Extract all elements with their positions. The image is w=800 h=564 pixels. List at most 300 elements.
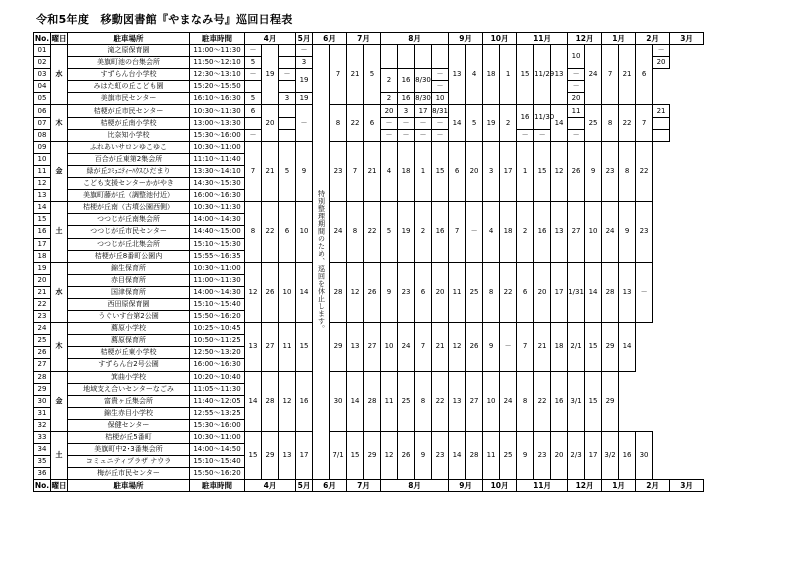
schedule-cell: 3	[483, 141, 500, 201]
schedule-cell: 29	[330, 323, 347, 371]
header-month: 12月	[568, 33, 602, 45]
header-month: 3月	[670, 33, 704, 45]
schedule-cell: 28	[330, 262, 347, 322]
weekday-cell: 水	[51, 45, 68, 105]
schedule-cell: 24	[585, 45, 602, 105]
schedule-cell: 8/30	[415, 93, 432, 105]
schedule-cell: 16	[296, 371, 313, 431]
schedule-cell: 3	[279, 93, 296, 105]
parking-time: 10:30～11:00	[190, 432, 245, 444]
row-no: 03	[34, 69, 51, 81]
header-month: 8月	[381, 480, 449, 492]
schedule-cell: 29	[602, 323, 619, 371]
parking-time: 14:40～15:00	[190, 226, 245, 238]
schedule-cell: 12	[245, 262, 262, 322]
schedule-cell: 7	[347, 141, 364, 201]
header-day: 曜日	[51, 481, 67, 491]
dash-cell: －	[279, 69, 296, 81]
schedule-cell: －	[636, 262, 653, 322]
schedule-cell: 23	[398, 262, 415, 322]
place-name: つつじが丘市民センター	[68, 226, 190, 238]
place-name: 赤目保育所	[68, 274, 190, 286]
parking-time: 10:30～11:30	[190, 105, 245, 117]
schedule-cell	[279, 117, 296, 129]
schedule-cell: 11/29	[534, 45, 551, 105]
place-name: 桔梗が丘市民センター	[68, 105, 190, 117]
schedule-cell: 7	[449, 202, 466, 262]
place-name: 箕曲小学校	[68, 371, 190, 383]
parking-time: 11:05～11:30	[190, 383, 245, 395]
row-no: 35	[34, 456, 51, 468]
weekday-cell: 金	[51, 371, 68, 431]
schedule-cell: 23	[330, 141, 347, 201]
schedule-cell: －	[653, 45, 670, 57]
schedule-cell: 12	[279, 371, 296, 431]
row-no: 06	[34, 105, 51, 117]
schedule-cell	[568, 117, 585, 129]
dash-cell: －	[398, 117, 415, 129]
schedule-cell: 22	[636, 141, 653, 201]
row-no: 11	[34, 165, 51, 177]
row-no: 31	[34, 407, 51, 419]
table-row	[34, 45, 721, 57]
schedule-cell: 6	[517, 262, 534, 322]
schedule-cell: 1	[415, 141, 432, 201]
schedule-cell: 17	[415, 105, 432, 117]
place-name: 美旗町藤が丘（調整池付近）	[68, 190, 190, 202]
schedule-cell: 7	[636, 105, 653, 141]
schedule-cell: 6	[415, 262, 432, 322]
schedule-cell: 16	[534, 202, 551, 262]
schedule-cell: 26	[568, 141, 585, 201]
row-no: 01	[34, 45, 51, 57]
row-no: 36	[34, 468, 51, 480]
schedule-cell: 15	[585, 323, 602, 371]
schedule-cell: 14	[347, 371, 364, 431]
header-day: 曜日	[51, 33, 67, 43]
schedule-cell: 17	[551, 262, 568, 322]
schedule-cell: 15	[432, 141, 449, 201]
row-no: 09	[34, 141, 51, 153]
schedule-cell: 7	[602, 45, 619, 105]
schedule-cell: 16	[398, 69, 415, 93]
schedule-cell: 26	[466, 323, 483, 371]
schedule-cell: 18	[483, 45, 500, 105]
schedule-cell: 17	[296, 432, 313, 480]
header-month: 9月	[449, 33, 483, 45]
place-name: みはた虹の丘こども園	[68, 81, 190, 93]
schedule-cell: 23	[602, 141, 619, 201]
row-no: 15	[34, 214, 51, 226]
row-no: 04	[34, 81, 51, 93]
schedule-cell: 13	[449, 45, 466, 105]
schedule-cell: 13	[347, 323, 364, 371]
place-name: 西田原保育園	[68, 298, 190, 310]
schedule-cell: 1/31	[568, 262, 585, 322]
place-name: 桔梗が丘南（古墳公園西側）	[68, 202, 190, 214]
schedule-cell: 5	[381, 202, 398, 262]
schedule-cell: 11	[381, 371, 398, 431]
dash-cell: －	[432, 129, 449, 141]
parking-time: 11:50～12:10	[190, 57, 245, 69]
schedule-cell: 30	[636, 432, 653, 480]
schedule-cell: 19	[483, 105, 500, 141]
row-no: 20	[34, 274, 51, 286]
parking-time: 10:30～11:00	[190, 262, 245, 274]
parking-time: 11:40～12:05	[190, 395, 245, 407]
schedule-cell	[279, 81, 296, 93]
header-month: 2月	[636, 33, 670, 45]
dash-cell: －	[381, 129, 398, 141]
place-name: 美旗市民センター	[68, 93, 190, 105]
place-name: つつじが丘北集会所	[68, 238, 190, 250]
schedule-cell: 7	[415, 323, 432, 371]
parking-time: 11:00～11:30	[190, 274, 245, 286]
schedule-cell: 10	[279, 262, 296, 322]
schedule-cell: 2/1	[568, 323, 585, 371]
place-name: ふれあいサロンゆこゆこ	[68, 141, 190, 153]
schedule-cell: 25	[398, 371, 415, 431]
schedule-cell	[245, 81, 262, 93]
parking-time: 16:00～16:30	[190, 359, 245, 371]
parking-time: 15:30～16:00	[190, 129, 245, 141]
schedule-cell: 2	[415, 202, 432, 262]
schedule-cell: －	[466, 202, 483, 262]
place-name: 錦生赤目小学校	[68, 407, 190, 419]
header-month: 3月	[670, 480, 704, 492]
schedule-cell: 5	[279, 141, 296, 201]
schedule-cell: 27	[364, 323, 381, 371]
schedule-cell: 5	[245, 93, 262, 105]
parking-time: 12:50～13:20	[190, 347, 245, 359]
header-place: 駐車場所	[68, 480, 190, 492]
schedule-cell	[245, 117, 262, 129]
schedule-cell: 5	[364, 45, 381, 105]
schedule-cell: 20	[466, 141, 483, 201]
schedule-cell: 7	[245, 141, 262, 201]
schedule-cell	[279, 57, 296, 69]
parking-time: 10:20～10:40	[190, 371, 245, 383]
schedule-cell: 18	[551, 323, 568, 371]
row-no: 33	[34, 432, 51, 444]
schedule-cell: 9	[483, 323, 500, 371]
dash-cell: －	[398, 129, 415, 141]
table-row	[34, 202, 721, 214]
parking-time: 13:00～13:30	[190, 117, 245, 129]
place-name: 緑が丘ｺﾐｭﾆﾃｨｰﾊｳｽひだまり	[68, 165, 190, 177]
schedule-cell: 24	[602, 202, 619, 262]
parking-time: 15:10～15:30	[190, 238, 245, 250]
schedule-cell: 22	[262, 202, 279, 262]
parking-time: 12:55～13:25	[190, 407, 245, 419]
schedule-cell: 25	[500, 432, 517, 480]
row-no: 25	[34, 335, 51, 347]
place-name: 美旗町中2･3番集会所	[68, 444, 190, 456]
schedule-cell: 4	[381, 141, 398, 201]
header-month: 11月	[517, 33, 568, 45]
schedule-cell: 16	[517, 105, 534, 129]
table-row	[34, 323, 721, 335]
dash-cell: －	[415, 117, 432, 129]
schedule-cell: 16	[432, 202, 449, 262]
schedule-cell: 21	[347, 45, 364, 105]
row-no: 13	[34, 190, 51, 202]
place-name: 桔梗が丘南小学校	[68, 117, 190, 129]
schedule-cell: 21	[364, 141, 381, 201]
schedule-cell: 10	[296, 202, 313, 262]
schedule-cell	[279, 45, 296, 57]
place-name: 薦原保育所	[68, 335, 190, 347]
header-month: 12月	[568, 480, 602, 492]
schedule-cell: 20	[534, 262, 551, 322]
schedule-cell: 9	[517, 432, 534, 480]
schedule-cell: 12	[381, 432, 398, 480]
place-name: つつじが丘南集会所	[68, 214, 190, 226]
schedule-cell: 11	[483, 432, 500, 480]
schedule-cell: 12	[347, 262, 364, 322]
schedule-cell: 13	[551, 45, 568, 105]
schedule-cell: 2	[381, 93, 398, 105]
dash-cell: －	[517, 129, 534, 141]
row-no: 27	[34, 359, 51, 371]
schedule-cell: 8	[347, 202, 364, 262]
schedule-cell: 6	[636, 45, 653, 105]
schedule-cell: 14	[449, 432, 466, 480]
place-name: コミュニティプラザ ナウラ	[68, 456, 190, 468]
schedule-cell: 8	[415, 371, 432, 431]
schedule-cell: 23	[432, 432, 449, 480]
schedule-cell: 21	[262, 141, 279, 201]
header-month: 1月	[602, 480, 636, 492]
schedule-cell: 6	[279, 202, 296, 262]
schedule-cell: 4	[483, 202, 500, 262]
parking-time: 11:00～11:30	[190, 45, 245, 57]
dash-cell: －	[296, 45, 313, 57]
schedule-cell: 13	[449, 371, 466, 431]
schedule-cell: 14	[619, 323, 636, 371]
place-name: 比奈知小学校	[68, 129, 190, 141]
schedule-cell: 3	[296, 57, 313, 69]
table-row	[34, 105, 721, 117]
place-name: 美旗町池の台集会所	[68, 57, 190, 69]
schedule-cell: 14	[551, 105, 568, 141]
parking-time: 10:25～10:45	[190, 323, 245, 335]
place-name: 桔梗が丘5番町	[68, 432, 190, 444]
schedule-cell: 24	[398, 323, 415, 371]
parking-time: 15:50～16:20	[190, 468, 245, 480]
parking-time: 10:30～11:00	[190, 141, 245, 153]
schedule-cell: 20	[653, 57, 670, 69]
schedule-cell: 20	[551, 432, 568, 480]
row-no: 23	[34, 311, 51, 323]
schedule-cell	[653, 129, 670, 141]
parking-time: 12:30～13:10	[190, 69, 245, 81]
schedule-cell	[279, 129, 296, 141]
place-name: 梅が丘市民センター	[68, 468, 190, 480]
row-no: 07	[34, 117, 51, 129]
header-month: 4月	[245, 480, 296, 492]
parking-time: 15:10～15:40	[190, 298, 245, 310]
schedule-cell: 22	[347, 105, 364, 141]
schedule-cell: 27	[466, 371, 483, 431]
schedule-cell: 26	[262, 262, 279, 322]
dash-cell: －	[568, 129, 585, 141]
header-no: No.	[34, 481, 50, 491]
parking-time: 14:30～15:30	[190, 178, 245, 190]
parking-time: 14:00～14:50	[190, 444, 245, 456]
parking-time: 10:30～11:30	[190, 202, 245, 214]
schedule-cell: 10	[483, 371, 500, 431]
dash-cell: －	[568, 81, 585, 93]
schedule-cell: 10	[568, 45, 585, 69]
schedule-cell: 8/30	[415, 69, 432, 93]
parking-time: 15:55～16:35	[190, 250, 245, 262]
schedule-cell: 16	[551, 371, 568, 431]
schedule-cell: 6	[364, 105, 381, 141]
schedule-cell: 14	[585, 262, 602, 322]
schedule-cell: 21	[653, 105, 670, 117]
schedule-cell: 11	[449, 262, 466, 322]
schedule-cell: 2	[381, 69, 398, 93]
schedule-cell: 22	[500, 262, 517, 322]
schedule-cell: 3	[398, 105, 415, 117]
row-no: 10	[34, 153, 51, 165]
schedule-cell: 5	[466, 105, 483, 141]
header-month: 9月	[449, 480, 483, 492]
schedule-cell: 9	[381, 262, 398, 322]
schedule-cell: 1	[517, 141, 534, 201]
schedule-cell: 20	[381, 105, 398, 117]
schedule-cell: －	[500, 323, 517, 371]
header-month: 2月	[636, 480, 670, 492]
schedule-cell: 24	[330, 202, 347, 262]
parking-time: 15:30～16:00	[190, 419, 245, 431]
schedule-cell: 17	[585, 432, 602, 480]
schedule-cell: 2	[500, 105, 517, 141]
schedule-cell: 25	[466, 262, 483, 322]
place-name: 国津保育所	[68, 286, 190, 298]
place-name: 保健センター	[68, 419, 190, 431]
header-month: 6月	[313, 480, 347, 492]
schedule-cell: 28	[466, 432, 483, 480]
header-time: 駐車時間	[190, 480, 245, 492]
schedule-cell: 7/1	[330, 432, 347, 480]
header-row-bottom	[34, 480, 721, 492]
table-row	[34, 432, 721, 444]
schedule-cell: 7	[517, 323, 534, 371]
dash-cell: －	[432, 81, 449, 93]
place-name: すずらん台小学校	[68, 69, 190, 81]
parking-time: 15:50～16:20	[190, 311, 245, 323]
schedule-cell: 22	[619, 105, 636, 141]
schedule-cell: 3/2	[602, 432, 619, 480]
schedule-cell: 15	[585, 371, 602, 431]
schedule-cell: 4	[466, 45, 483, 105]
place-name: 薦原小学校	[68, 323, 190, 335]
schedule-cell: 19	[296, 93, 313, 105]
schedule-cell: 14	[245, 371, 262, 431]
schedule-cell: 29	[602, 371, 619, 431]
weekday-cell: 土	[51, 202, 68, 262]
schedule-cell: 2	[517, 202, 534, 262]
schedule-cell: 8	[483, 262, 500, 322]
schedule-cell: 19	[296, 69, 313, 93]
schedule-cell: 9	[585, 141, 602, 201]
schedule-cell: 27	[262, 323, 279, 371]
schedule-cell: 22	[432, 371, 449, 431]
header-place: 駐車場所	[68, 33, 190, 45]
schedule-cell: 1	[500, 45, 517, 105]
schedule-cell: 24	[500, 371, 517, 431]
dash-cell: －	[415, 129, 432, 141]
schedule-cell: 2/3	[568, 432, 585, 480]
row-no: 28	[34, 371, 51, 383]
schedule-cell: 14	[449, 105, 466, 141]
schedule-cell: 26	[398, 432, 415, 480]
schedule-cell: 10	[381, 323, 398, 371]
place-name: すずらん台2号公園	[68, 359, 190, 371]
header-time: 駐車時間	[190, 33, 245, 45]
schedule-cell: 20	[262, 105, 279, 141]
schedule-cell: 13	[279, 432, 296, 480]
row-no: 12	[34, 178, 51, 190]
weekday-cell: 水	[51, 262, 68, 322]
schedule-cell: 8/31	[432, 105, 449, 117]
dash-cell: －	[432, 117, 449, 129]
header-month: 4月	[245, 33, 296, 45]
schedule-cell: 26	[364, 262, 381, 322]
row-no: 19	[34, 262, 51, 274]
schedule-cell: 15	[534, 141, 551, 201]
schedule-cell: 8	[330, 105, 347, 141]
place-name: 桔梗が丘8番町公園内	[68, 250, 190, 262]
schedule-cell: 19	[398, 202, 415, 262]
header-month: 10月	[483, 480, 517, 492]
place-name: 百合が丘東第2集会所	[68, 153, 190, 165]
schedule-cell: 10	[585, 202, 602, 262]
schedule-cell: 14	[296, 262, 313, 322]
schedule-cell: 15	[296, 323, 313, 371]
header-month: 5月	[296, 480, 313, 492]
schedule-cell	[432, 45, 449, 69]
schedule-cell: 18	[500, 202, 517, 262]
header-month: 8月	[381, 33, 449, 45]
schedule-cell: 15	[517, 45, 534, 105]
row-no: 14	[34, 202, 51, 214]
header-month: 6月	[313, 33, 347, 45]
header-row-top	[34, 33, 721, 45]
header-month: 1月	[602, 33, 636, 45]
schedule-cell: 22	[364, 202, 381, 262]
schedule-cell: 16	[398, 93, 415, 105]
parking-time: 15:20～15:50	[190, 81, 245, 93]
weekday-cell: 木	[51, 323, 68, 371]
schedule-cell	[653, 117, 670, 129]
schedule-cell: 3/1	[568, 371, 585, 431]
row-no: 18	[34, 250, 51, 262]
schedule-cell: 8	[619, 141, 636, 201]
dash-cell: －	[534, 129, 551, 141]
row-no: 02	[34, 57, 51, 69]
schedule-cell	[415, 45, 432, 69]
parking-time: 11:10～11:40	[190, 153, 245, 165]
schedule-cell	[279, 105, 296, 117]
schedule-cell: 9	[296, 141, 313, 201]
place-name: 滝之原保育園	[68, 45, 190, 57]
header-month: 7月	[347, 33, 381, 45]
table-row	[34, 262, 721, 274]
row-no: 22	[34, 298, 51, 310]
